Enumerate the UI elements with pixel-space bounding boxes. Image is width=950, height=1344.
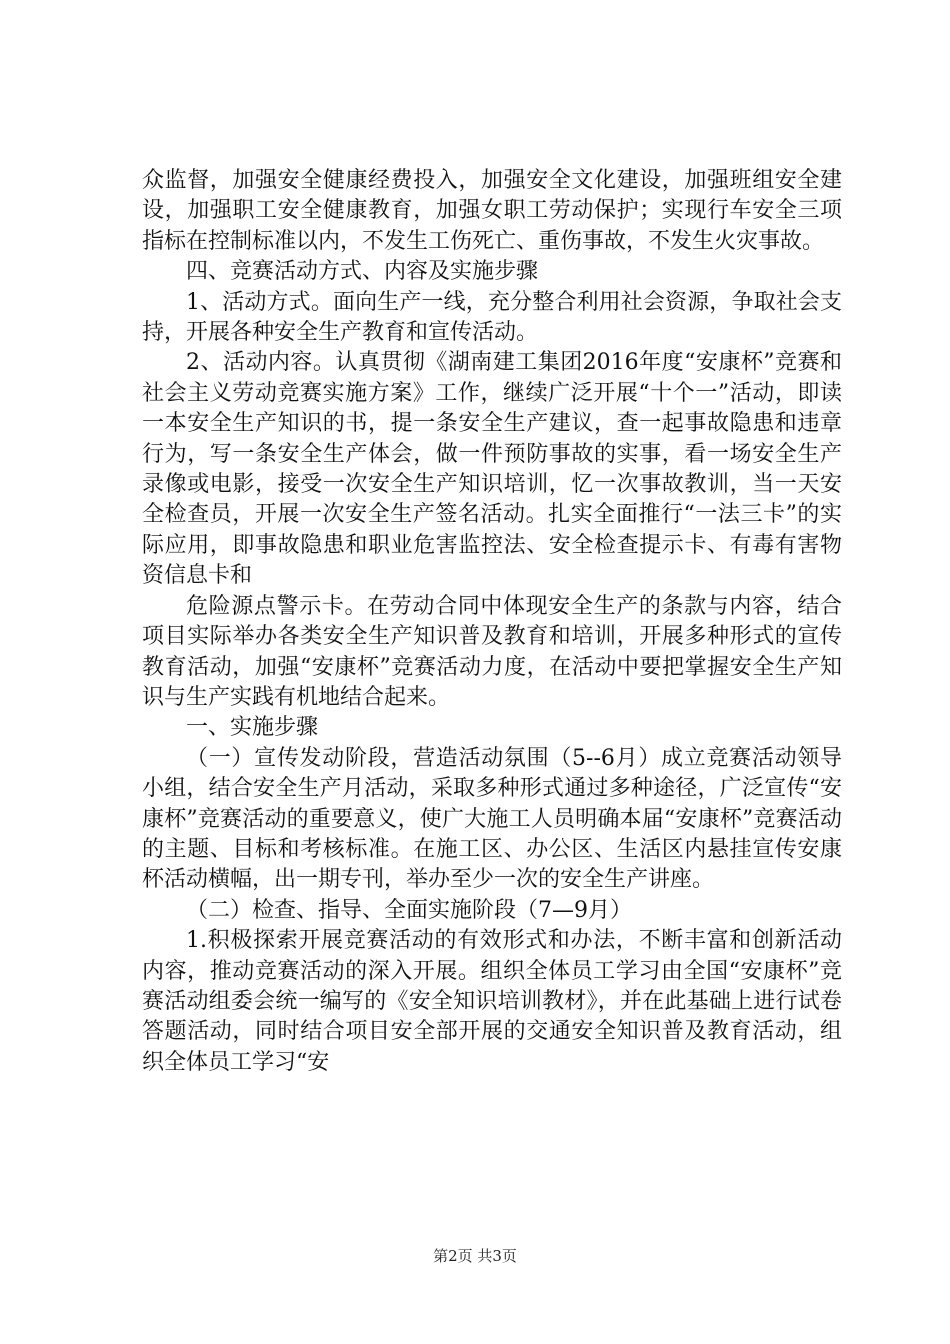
section-heading-4: 四、竞赛活动方式、内容及实施步骤 [186,259,539,285]
page-footer: 第2页 共3页 [433,1247,517,1265]
subheading-stage-2: （二）检查、指导、全面实施阶段（7—9月） [186,897,632,923]
section-heading-steps: 一、实施步骤 [186,715,319,741]
paragraph-activity-method: 1、活动方式。面向生产一线，充分整合利用社会资源，争取社会支持，开展各种安全生产教育和宣传活动。 [142,289,842,346]
document-body [142,166,842,1078]
paragraph-continuation: 众监督，加强安全健康经费投入，加强安全文化建设，加强班组安全建设，加强职工安全健康教育，加强女职工劳动保护；实现行车安全三项指标在控制标准以内，不发生工伤死亡、重伤事故，不发生火灾事故。 [142,168,842,254]
paragraph-activity-content: 2、活动内容。认真贯彻《湖南建工集团2016年度“安康杯”竞赛和社会主义劳动竞赛实施方案》工作，继续广泛开展“十个一”活动，即读一本安全生产知识的书，提一条安全生产建议，查一起事故隐患和违章行为，写一条安全生产体会，做一件预防事故的实事，看一场安全生产录像或电影，接受一次安全生产知识培训，忆一次事故教训，当一天安全检查员，开展一次安全生产签名活动。扎实全面推行“一法三卡”的实际应用，即事故隐患和职业危害监控法、安全检查提示卡、有毒有害物资信息卡和 [142,350,842,589]
paragraph-stage-1: （一）宣传发动阶段，营造活动氛围（5--6月）成立竞赛活动领导小组，结合安全生产月活动，采取多种形式通过多种途径，广泛宣传“安康杯”竞赛活动的重要意义，使广大施工人员明确本届“安康杯”竞赛活动的主题、目标和考核标准。在施工区、办公区、生活区内悬挂宣传安康杯活动横幅，出一期专刊，举办至少一次的安全生产讲座。 [142,745,842,893]
paragraph-danger-source: 危险源点警示卡。在劳动合同中体现安全生产的条款与内容，结合项目实际举办各类安全生产知识普及教育和培训，开展多种形式的宣传教育活动，加强“安康杯”竞赛活动力度，在活动中要把掌握安全生产知识与生产实践有机地结合起来。 [142,593,842,710]
paragraph-stage-2-item-1: 1.积极探索开展竞赛活动的有效形式和办法，不断丰富和创新活动内容，推动竞赛活动的深入开展。组织全体员工学习由全国“安康杯”竞赛活动组委会统一编写的《安全知识培训教材》，并在此基础上进行试卷答题活动，同时结合项目安全部开展的交通安全知识普及教育活动，组织全体员工学习“安 [142,928,842,1075]
